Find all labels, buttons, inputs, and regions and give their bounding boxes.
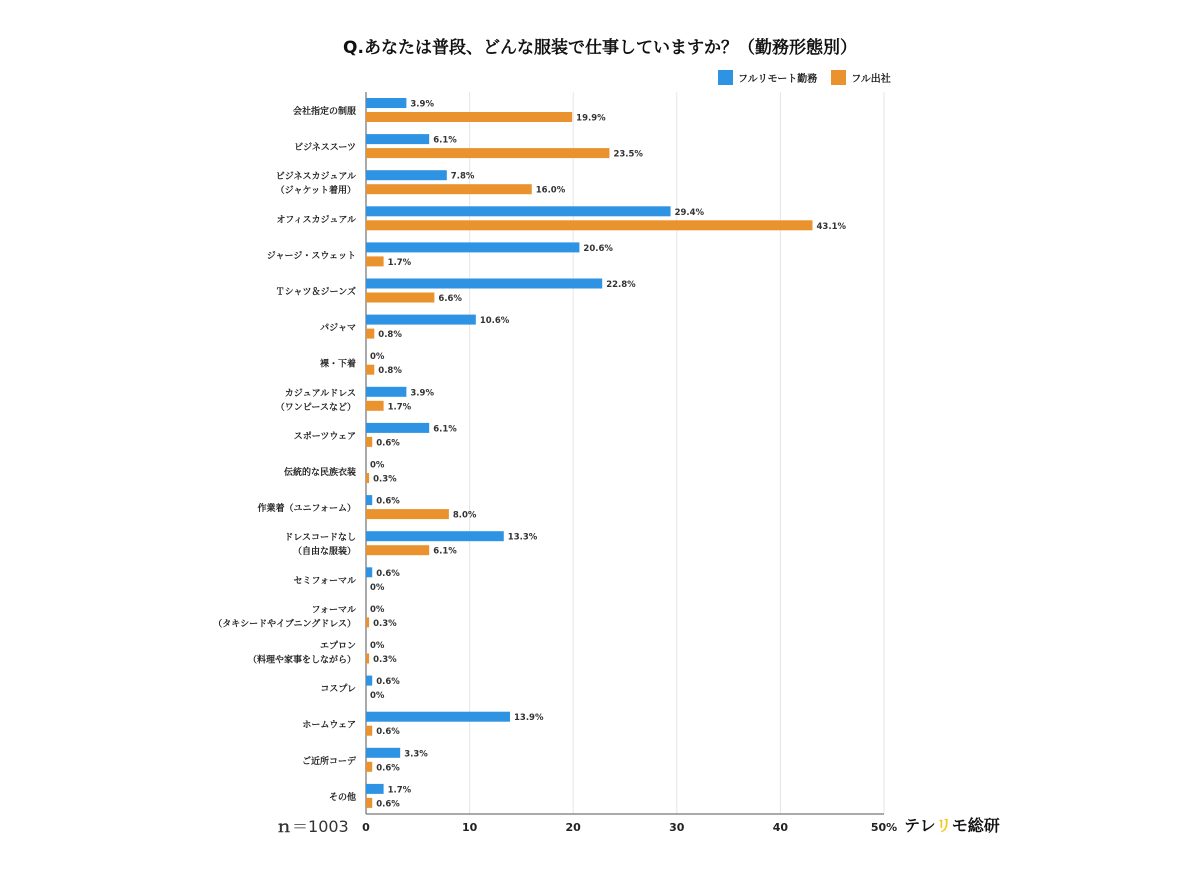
- category-label: カジュアルドレス: [284, 388, 356, 399]
- sample-size: [276, 814, 349, 837]
- bar-office: [366, 220, 813, 230]
- category-label: ご近所コーデ: [301, 756, 356, 767]
- value-label-remote: 6.1%: [433, 135, 457, 146]
- bar-office: [366, 617, 369, 627]
- value-label-office: 0%: [370, 691, 385, 702]
- category-label: コスプレ: [320, 684, 356, 695]
- value-label-remote: 29.4%: [674, 207, 705, 218]
- value-label-remote: 0.6%: [376, 568, 400, 579]
- category-label: （自由な服装）: [292, 547, 356, 558]
- value-label-remote: 3.9%: [410, 388, 434, 399]
- bar-remote: [366, 279, 602, 289]
- category-label: （タキシードやイブニングドレス）: [213, 619, 356, 630]
- value-label-remote: 0%: [370, 352, 385, 363]
- x-tick-label: 40: [772, 821, 789, 834]
- bar-office: [366, 473, 369, 483]
- bar-remote: [366, 387, 406, 397]
- bar-office: [366, 726, 372, 736]
- value-label-office: 0.3%: [373, 655, 397, 665]
- value-label-remote: 0%: [370, 604, 385, 615]
- value-label-remote: 7.8%: [450, 171, 475, 182]
- value-label-remote: 0%: [370, 460, 385, 471]
- value-label-remote: 22.8%: [606, 280, 636, 290]
- value-label-office: 0%: [370, 582, 385, 593]
- bar-remote: [366, 712, 510, 722]
- category-label: （ジャケット着用）: [275, 186, 356, 197]
- legend-label-remote: フルリモート勤務: [738, 74, 818, 85]
- value-label-office: 1.7%: [387, 402, 412, 413]
- logo-part-3: モ総研: [951, 816, 1000, 835]
- value-label-office: 0.6%: [376, 763, 400, 774]
- value-label-office: 19.9%: [576, 113, 606, 124]
- bar-remote: [366, 567, 372, 577]
- bar-remote: [366, 495, 372, 505]
- value-label-office: 8.0%: [452, 510, 477, 521]
- bar-office: [366, 148, 609, 158]
- category-label: （ワンピースなど）: [275, 402, 356, 413]
- value-label-office: 6.6%: [438, 294, 462, 304]
- category-label: フォーマル: [311, 605, 356, 616]
- value-label-remote: 3.9%: [410, 99, 434, 110]
- logo-part-1: テレ: [904, 816, 936, 835]
- x-tick-label: 20: [565, 821, 581, 834]
- sample-size-n: ｎ: [276, 817, 293, 836]
- value-label-remote: 6.1%: [433, 424, 457, 435]
- bar-remote: [366, 98, 406, 108]
- value-label-remote: 0%: [370, 641, 385, 651]
- legend-label-office: フル出社: [851, 74, 891, 85]
- category-label: ホームウェア: [302, 720, 356, 731]
- bar-remote: [366, 134, 429, 144]
- bar-office: [366, 365, 374, 375]
- bar-remote: [366, 676, 372, 686]
- category-label: 裸・下着: [319, 359, 356, 370]
- bar-office: [366, 112, 572, 122]
- value-label-remote: 13.3%: [507, 532, 538, 543]
- value-label-remote: 0.6%: [376, 496, 400, 507]
- bar-remote: [366, 315, 476, 325]
- value-label-office: 6.1%: [433, 546, 457, 557]
- bar-remote: [366, 748, 400, 758]
- bar-remote: [366, 423, 429, 433]
- value-label-remote: 13.9%: [514, 713, 544, 724]
- category-label: 作業着（ユニフォーム）: [257, 504, 356, 515]
- value-label-office: 23.5%: [613, 149, 643, 160]
- bar-office: [366, 798, 372, 808]
- x-tick-label: 0: [362, 821, 370, 834]
- category-label: ドレスコードなし: [284, 533, 356, 544]
- category-label: パジャマ: [320, 323, 356, 334]
- value-label-remote: 3.3%: [404, 749, 428, 760]
- bar-office: [366, 654, 369, 664]
- value-label-office: 0.6%: [376, 799, 400, 810]
- value-label-office: 0.3%: [373, 618, 397, 629]
- category-label: その他: [328, 792, 356, 803]
- value-label-remote: 0.6%: [376, 677, 400, 688]
- x-tick-label: 30: [669, 821, 685, 834]
- bar-office: [366, 437, 372, 447]
- category-label: （料理や家事をしながら）: [247, 655, 356, 666]
- value-label-office: 43.1%: [816, 221, 847, 232]
- value-label-remote: 20.6%: [583, 243, 613, 254]
- value-label-office: 0.8%: [378, 330, 402, 341]
- category-label: 伝統的な民族衣装: [283, 468, 356, 478]
- bar-office: [366, 293, 434, 303]
- value-label-office: 1.7%: [387, 257, 412, 268]
- value-label-office: 0.8%: [378, 366, 402, 377]
- category-label: エプロン: [319, 641, 356, 652]
- category-label: 会社指定の制服: [292, 107, 356, 117]
- category-label: セミフォーマル: [293, 576, 356, 587]
- category-label: ビジネスカジュアル: [275, 172, 356, 183]
- category-label: スポーツウェア: [293, 431, 356, 442]
- bar-remote: [366, 242, 579, 252]
- value-label-remote: 10.6%: [479, 316, 510, 327]
- bar-office: [366, 329, 374, 339]
- value-label-office: 0.3%: [373, 474, 397, 485]
- bar-office: [366, 509, 449, 519]
- category-label: オフィスカジュアル: [276, 215, 356, 226]
- bar-remote: [366, 206, 671, 216]
- category-label: Ｔシャツ＆ジーンズ: [275, 287, 356, 298]
- brand-logo: [904, 813, 1000, 836]
- sample-size-value: ＝1003: [292, 817, 349, 836]
- x-tick-label: 50%: [870, 821, 898, 834]
- bar-remote: [366, 784, 384, 794]
- bar-office: [366, 762, 372, 772]
- category-label: ジャージ・スウェット: [266, 251, 356, 262]
- logo-part-2: リ: [935, 816, 952, 835]
- value-label-office: 16.0%: [535, 185, 566, 196]
- category-label: ビジネススーツ: [294, 143, 356, 154]
- value-label-remote: 1.7%: [387, 785, 412, 796]
- chart-title: Q.あなたは普段、どんな服装で仕事していますか？（勤務形態別）: [343, 38, 857, 58]
- bar-remote: [366, 531, 504, 541]
- x-tick-label: 10: [461, 821, 478, 834]
- bar-remote: [366, 170, 447, 180]
- bar-office: [366, 401, 384, 411]
- bar-office: [366, 184, 532, 194]
- bar-office: [366, 256, 384, 266]
- value-label-office: 0.6%: [376, 438, 400, 449]
- value-label-office: 0.6%: [376, 727, 400, 738]
- bar-office: [366, 545, 429, 555]
